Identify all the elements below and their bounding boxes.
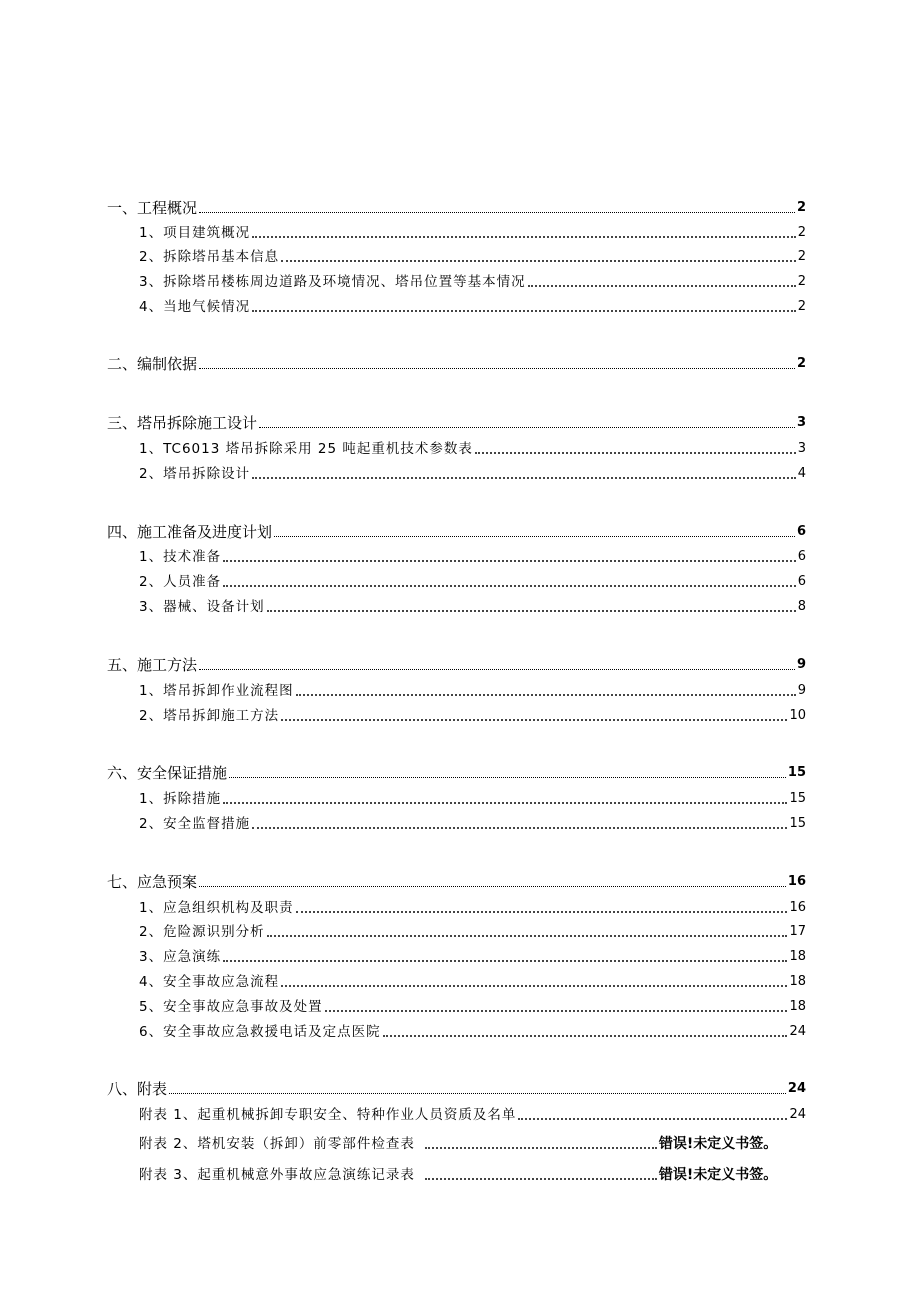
toc-entry-title: 八、附表 xyxy=(107,1080,168,1098)
toc-entry-title: 2、拆除塔吊基本信息 xyxy=(139,249,280,265)
toc-entry[interactable] xyxy=(0,787,920,809)
toc-dot-leader xyxy=(267,610,796,612)
toc-entry-title: 2、人员准备 xyxy=(139,574,222,590)
toc-entry[interactable] xyxy=(0,595,920,617)
toc-dot-leader xyxy=(281,260,796,262)
toc-entry-title: 3、器械、设备计划 xyxy=(139,599,265,615)
toc-heading[interactable] xyxy=(0,653,920,675)
toc-dot-leader xyxy=(296,911,788,913)
toc-dot-leader xyxy=(199,669,795,670)
toc-page-number: 6 xyxy=(797,549,806,564)
toc-entry-title: 附表 1、起重机械拆卸专职安全、特种作业人员资质及名单 xyxy=(139,1107,517,1123)
toc-dot-leader xyxy=(281,985,787,987)
toc-page-number: 18 xyxy=(789,999,806,1014)
toc-entry-title: 6、安全事故应急救援电话及定点医院 xyxy=(139,1024,381,1040)
toc-entry[interactable] xyxy=(0,679,920,701)
toc-dot-leader xyxy=(252,236,796,238)
toc-appendix-entry[interactable] xyxy=(0,1163,920,1185)
toc-page-number: 17 xyxy=(789,924,806,939)
toc-entry[interactable] xyxy=(0,221,920,243)
toc-page-number: 2 xyxy=(797,299,806,314)
toc-entry[interactable] xyxy=(0,545,920,567)
toc-bookmark-error: 错误!未定义书签。 xyxy=(658,1136,778,1152)
toc-entry[interactable] xyxy=(0,896,920,918)
toc-entry-title: 七、应急预案 xyxy=(107,873,198,891)
toc-page-number: 15 xyxy=(789,816,806,831)
toc-page-number: 3 xyxy=(797,441,806,456)
toc-entry[interactable] xyxy=(0,920,920,942)
toc-page-number: 2 xyxy=(797,225,806,240)
toc-entry[interactable] xyxy=(0,704,920,726)
toc-page-number: 15 xyxy=(787,765,806,780)
toc-dot-leader xyxy=(383,1035,788,1037)
toc-entry[interactable] xyxy=(0,570,920,592)
toc-entry-title: 2、危险源识别分析 xyxy=(139,924,265,940)
toc-entry-title: 1、塔吊拆卸作业流程图 xyxy=(139,683,294,699)
toc-page-number: 24 xyxy=(789,1107,806,1122)
toc-entry-title: 4、当地气候情况 xyxy=(139,299,251,315)
toc-entry[interactable] xyxy=(0,437,920,459)
toc-entry[interactable] xyxy=(0,995,920,1017)
toc-entry-title: 四、施工准备及进度计划 xyxy=(107,523,273,541)
toc-dot-leader xyxy=(229,777,786,778)
toc-dot-leader xyxy=(199,886,786,887)
toc-heading[interactable] xyxy=(0,870,920,892)
toc-heading[interactable] xyxy=(0,1077,920,1099)
toc-dot-leader xyxy=(518,1118,787,1120)
toc-entry-title: 一、工程概况 xyxy=(107,199,198,217)
toc-dot-leader xyxy=(475,452,796,454)
toc-page-number: 15 xyxy=(789,791,806,806)
toc-dot-leader xyxy=(252,310,796,312)
toc-page-number: 10 xyxy=(789,708,806,723)
toc-dot-leader xyxy=(267,935,788,937)
toc-entry-title: 4、安全事故应急流程 xyxy=(139,974,280,990)
toc-entry-title: 2、塔吊拆除设计 xyxy=(139,466,251,482)
toc-page-number: 4 xyxy=(797,466,806,481)
toc-appendix-entry[interactable] xyxy=(0,1132,920,1154)
toc-entry[interactable] xyxy=(0,945,920,967)
toc-entry-title: 2、安全监督措施 xyxy=(139,816,251,832)
toc-page-number: 8 xyxy=(797,599,806,614)
toc-heading[interactable] xyxy=(0,520,920,542)
toc-entry[interactable] xyxy=(0,270,920,292)
toc-page-number: 2 xyxy=(796,200,806,215)
toc-entry-title: 1、项目建筑概况 xyxy=(139,225,251,241)
toc-page-number: 16 xyxy=(789,900,806,915)
toc-entry-title: 3、应急演练 xyxy=(139,949,222,965)
toc-entry-title: 三、塔吊拆除施工设计 xyxy=(107,414,258,432)
toc-page-number: 18 xyxy=(789,974,806,989)
toc-entry-title: 二、编制依据 xyxy=(107,355,198,373)
toc-heading[interactable] xyxy=(0,196,920,218)
toc-entry-title: 2、塔吊拆卸施工方法 xyxy=(139,708,280,724)
toc-dot-leader xyxy=(169,1093,786,1094)
toc-entry[interactable] xyxy=(0,245,920,267)
toc-dot-leader xyxy=(199,368,795,369)
toc-entry-title: 五、施工方法 xyxy=(107,656,198,674)
toc-entry-title: 1、拆除措施 xyxy=(139,791,222,807)
toc-entry-title: 附表 3、起重机械意外事故应急演练记录表 xyxy=(139,1167,415,1183)
toc-entry[interactable] xyxy=(0,462,920,484)
toc-page-number: 9 xyxy=(796,657,806,672)
toc-dot-leader xyxy=(223,960,787,962)
toc-page-number: 6 xyxy=(797,574,806,589)
toc-entry[interactable] xyxy=(0,812,920,834)
toc-page-number: 24 xyxy=(789,1024,806,1039)
toc-dot-leader xyxy=(252,827,787,829)
toc-dot-leader xyxy=(223,560,796,562)
toc-dot-leader xyxy=(528,285,796,287)
toc-entry[interactable] xyxy=(0,295,920,317)
toc-dot-leader xyxy=(223,585,796,587)
toc-dot-leader xyxy=(252,477,796,479)
toc-dot-leader xyxy=(425,1178,657,1180)
toc-appendix-entry[interactable] xyxy=(0,1103,920,1125)
toc-entry-title: 1、TC6013 塔吊拆除采用 25 吨起重机技术参数表 xyxy=(139,441,473,457)
toc-bookmark-error: 错误!未定义书签。 xyxy=(658,1167,778,1183)
toc-entry-title: 六、安全保证措施 xyxy=(107,764,228,782)
toc-page-number: 6 xyxy=(796,524,806,539)
toc-dot-leader xyxy=(325,1010,788,1012)
toc-entry-title: 1、技术准备 xyxy=(139,549,222,565)
toc-page-number: 2 xyxy=(797,274,806,289)
toc-entry-title: 1、应急组织机构及职责 xyxy=(139,900,294,916)
toc-dot-leader xyxy=(296,694,796,696)
toc-page-number: 2 xyxy=(796,356,806,371)
toc-dot-leader xyxy=(425,1147,657,1149)
toc-dot-leader xyxy=(223,802,787,804)
toc-heading[interactable] xyxy=(0,352,920,374)
toc-dot-leader xyxy=(281,719,787,721)
toc-heading[interactable] xyxy=(0,411,920,433)
toc-entry[interactable] xyxy=(0,1020,920,1042)
toc-page-number: 16 xyxy=(787,874,806,889)
toc-entry-title: 5、安全事故应急事故及处置 xyxy=(139,999,323,1015)
toc-dot-leader xyxy=(274,536,795,537)
toc-page-number: 24 xyxy=(787,1081,806,1096)
toc-page-number: 3 xyxy=(796,415,806,430)
toc-dot-leader xyxy=(259,427,795,428)
toc-page-number: 18 xyxy=(789,949,806,964)
toc-entry-title: 3、拆除塔吊楼栋周边道路及环境情况、塔吊位置等基本情况 xyxy=(139,274,526,290)
toc-entry[interactable] xyxy=(0,970,920,992)
toc-entry-title: 附表 2、塔机安装（拆卸）前零部件检查表 xyxy=(139,1136,415,1152)
toc-dot-leader xyxy=(199,212,795,213)
toc-heading[interactable] xyxy=(0,761,920,783)
toc-page-number: 9 xyxy=(797,683,806,698)
toc-page-number: 2 xyxy=(797,249,806,264)
